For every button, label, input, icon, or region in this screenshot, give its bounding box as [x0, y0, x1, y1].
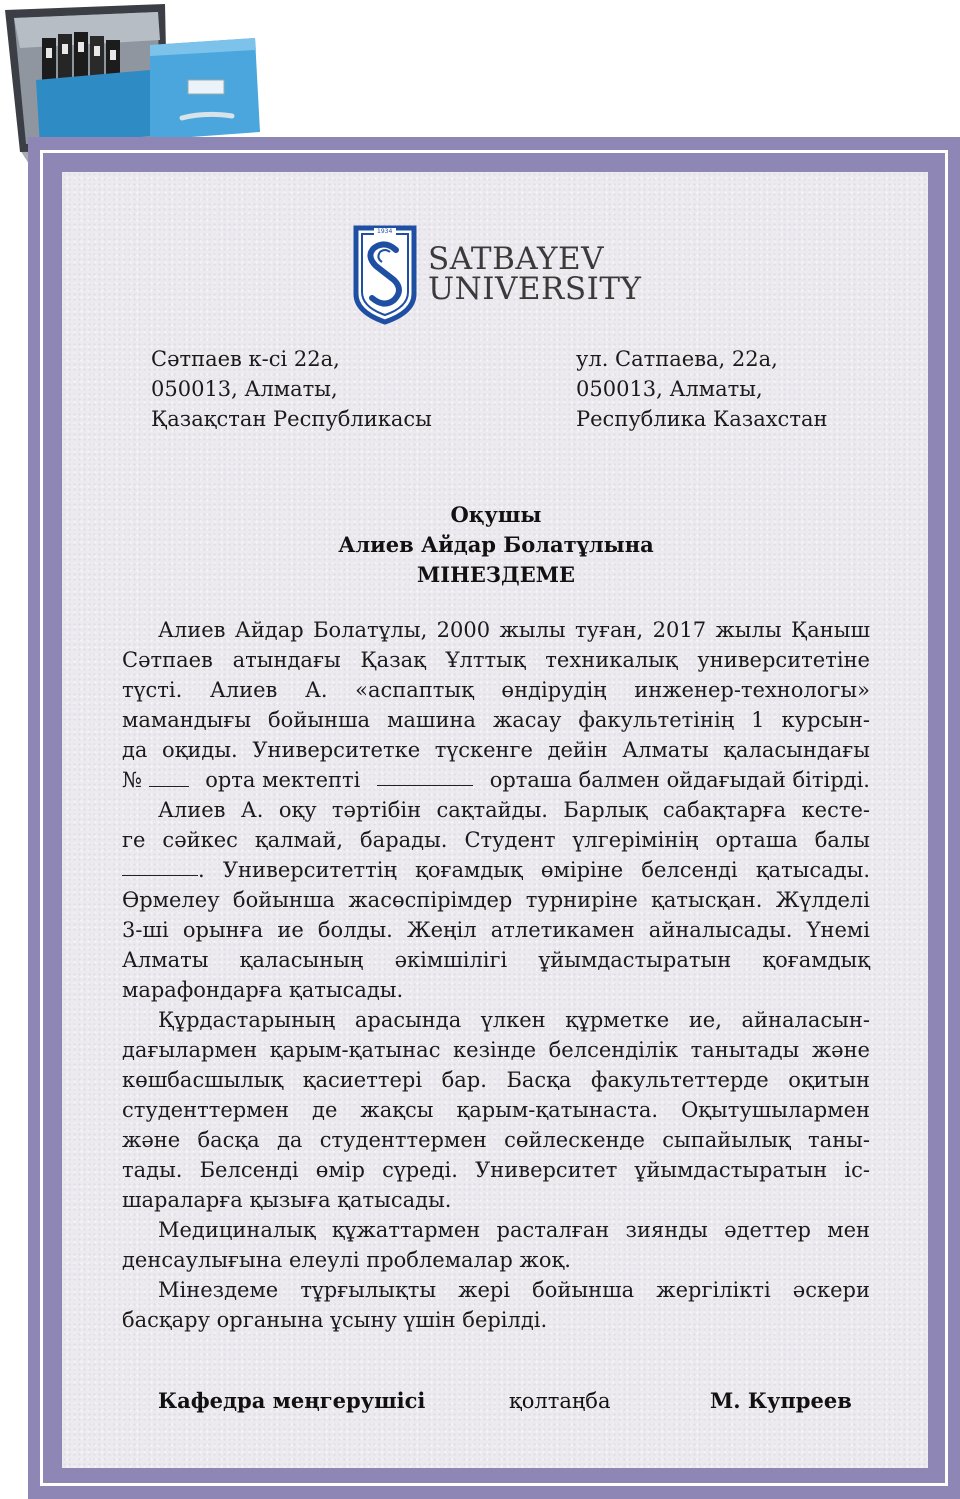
number-sign: № — [122, 768, 142, 792]
body-line: басқару органына ұсыну үшін берілді. — [122, 1308, 548, 1332]
body-line: Алиев Айдар Болатұлы, 2000 жылы туған, 2017 жылы Қаныш — [158, 618, 870, 642]
body-line: марафондарға қатысады. — [122, 978, 404, 1002]
logo-year: 1934 — [377, 228, 393, 235]
body-line-blanks — [122, 765, 870, 795]
body-line: дағылармен қарым-қатынас кезінде белсенділік танытады және — [122, 1038, 870, 1062]
signature-name: М. Купреев — [710, 1388, 852, 1413]
document-body — [122, 615, 870, 1335]
body-line: студенттермен де жақсы қарым-қатынаста. Оқытушылармен — [122, 1098, 870, 1122]
body-line: мамандығы бойынша машина жасау факультетінің 1 курсын- — [122, 708, 870, 732]
body-fragment: орта мектепті — [205, 768, 361, 792]
body-line: Сәтпаев атындағы Қазақ Ұлттық техникалық университетіне — [122, 648, 870, 672]
wordmark-line1: SATBAYEV — [428, 241, 604, 277]
address-line: ул. Сатпаева, 22а, — [576, 347, 778, 371]
body-line: және басқа да студенттермен сөйлескенде сыпайылық таны- — [122, 1128, 870, 1152]
address-line: 050013, Алматы, — [151, 377, 338, 401]
address-line: Сәтпаев к-сі 22а, — [151, 347, 340, 371]
school-number-blank — [149, 766, 189, 787]
graduation-year-blank — [377, 765, 473, 786]
body-line: денсаулығына елеулі проблемалар жоқ. — [122, 1248, 571, 1272]
body-line: Мінездеме тұрғылықты жері бойынша жергілікті әскери — [158, 1278, 870, 1302]
body-line: Алиев А. оқу тәртібін сақтайды. Барлық сабақтарға кесте- — [158, 798, 870, 822]
address-line: Республика Казахстан — [576, 407, 828, 431]
body-fragment: . Университеттің қоғамдық өміріне белсенді қатысады. — [198, 858, 870, 882]
body-line: Өрмелеу бойынша жасөспірімдер турниріне қатысқан. Жүлделі — [122, 888, 870, 912]
signature-position: Кафедра меңгерушісі — [158, 1388, 426, 1413]
document-heading — [122, 500, 870, 590]
address-russian — [576, 344, 827, 434]
address-line: Қазақстан Республикасы — [151, 407, 432, 431]
signature-placeholder: қолтаңба — [509, 1389, 611, 1413]
body-line: түсті. Алиев А. «аспаптық өндірудің инженер-технологы» — [122, 678, 870, 702]
gpa-blank — [122, 855, 198, 876]
address-kazakh — [151, 344, 432, 434]
body-line: көшбасшылық қасиеттері бар. Басқа факультеттерде оқитын — [122, 1068, 870, 1092]
university-wordmark — [428, 241, 642, 307]
wordmark-line2: UNIVERSITY — [428, 271, 642, 307]
heading-line: Алиев Айдар Болатұлына — [338, 532, 654, 557]
document-title: МІНЕЗДЕМЕ — [417, 562, 575, 587]
address-line: 050013, Алматы, — [576, 377, 763, 401]
body-line: тады. Белсенді өмір сүреді. Университет ұйымдастыратын іс- — [122, 1158, 870, 1182]
body-line: Медициналық құжаттармен расталған зиянды әдеттер мен — [158, 1218, 870, 1242]
satbayev-emblem-icon — [350, 222, 420, 326]
body-line: шараларға қызыға қатысады. — [122, 1188, 452, 1212]
body-line: Алматы қаласының әкімшілігі ұйымдастыратын қоғамдық — [122, 948, 870, 972]
body-line: да оқиды. Университетке түскенге дейін Алматы қаласындағы — [122, 738, 870, 762]
body-line: Құрдастарының арасында үлкен құрметке ие, айналасын- — [158, 1008, 870, 1032]
body-fragment: орташа балмен ойдағыдай бітірді. — [489, 768, 870, 792]
body-line: 3-ші орынға ие болды. Жеңіл атлетикамен айналысады. Үнемі — [122, 918, 870, 942]
body-line-blank — [122, 855, 870, 885]
body-line: ге сәйкес қалмай, барады. Студент үлгерімінің орташа балы — [122, 828, 870, 852]
heading-line: Оқушы — [450, 502, 542, 527]
